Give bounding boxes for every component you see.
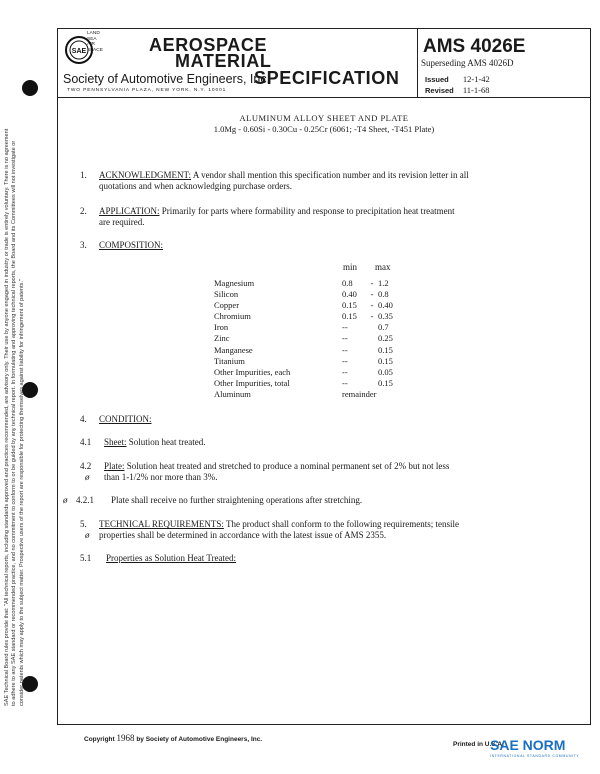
printed-in: Printed in U.S.A.: [453, 741, 504, 748]
sae-norm-watermark-sub: INTERNATIONAL STANDARD COMMUNITY: [490, 754, 580, 758]
section-2-paragraph: [99, 206, 549, 217]
composition-element: Iron: [214, 322, 229, 333]
issued-date: 12-1-42: [462, 74, 490, 84]
section-4-1-heading: Sheet:: [104, 437, 127, 447]
superseding-note: Superseding AMS 4026D: [421, 58, 514, 68]
composition-separator: -: [370, 311, 374, 322]
section-4-2-1-text: Plate shall receive no further straightening operations after stretching.: [111, 495, 363, 505]
composition-max: 0.40: [378, 300, 393, 311]
section-1-paragraph: [99, 170, 549, 181]
composition-min: --: [342, 344, 348, 355]
logo-caption-air: AIR: [87, 42, 95, 47]
composition-max: 0.15: [378, 377, 393, 388]
composition-max: 0.8: [378, 289, 389, 300]
section-4-2-text-b: than 1-1/2% nor more than 3%.: [104, 472, 218, 482]
composition-min: 0.8: [342, 278, 353, 288]
composition-row: [214, 333, 422, 344]
section-5-1-number: 5.1: [80, 553, 92, 563]
section-5-1-heading: Properties as Solution Heat Treated:: [106, 553, 236, 563]
copyright-line: [84, 733, 262, 743]
technical-board-notice: SAE Technical Board rules provide that: "All technical reports, including standards approved and practices recommended, are advisory only. Their use by anyone engaged in industry or trade is entirely voluntary. There is no agreement to adhere to any SAE standard or recommended practice, and no commitment to conform to or be guided by any technical report. In formulating and approving technical reports, the Board and its Committees will not investigate or consider patents which may apply to the subject matter. Prospective users of the report are responsible for protecting themselves against liability for infringement of patents.": [4, 128, 25, 706]
composition-element: Copper: [214, 300, 240, 311]
society-name: Society of Automotive Engineers, Inc.: [63, 72, 271, 86]
composition-element: Titanium: [214, 355, 245, 366]
composition-separator: [366, 356, 378, 367]
copyright-label: Copyright: [84, 736, 115, 743]
logo-caption: [87, 31, 113, 53]
revision-mark-4-2-1: ø: [63, 495, 68, 505]
composition-min-header: min: [343, 262, 358, 272]
section-4-2-text-a: Solution heat treated and stretched to produce a nominal permanent set of 2% but not less: [126, 461, 450, 471]
composition-row: [214, 389, 422, 400]
composition-row: [214, 311, 422, 322]
composition-separator: [366, 333, 378, 344]
section-1-text-b: quotations and when acknowledging purchase orders.: [99, 181, 292, 191]
title-specification: SPECIFICATION: [254, 68, 400, 88]
composition-row: [214, 322, 422, 333]
composition-max: 0.35: [378, 311, 393, 322]
composition-row: [214, 345, 422, 356]
spec-number: AMS 4026E: [423, 36, 526, 57]
material-designation: 1.0Mg - 0.60Si - 0.30Cu - 0.25Cr (6061; -T4 Sheet, -T451 Plate): [213, 124, 435, 134]
section-4-2-1-number: 4.2.1: [76, 495, 94, 505]
composition-table: [214, 278, 422, 400]
section-4-number: 4.: [80, 414, 87, 424]
title-aerospace: AEROSPACE: [149, 35, 268, 55]
composition-separator: -: [370, 289, 374, 300]
header-divider: [417, 28, 418, 98]
composition-row: [214, 278, 422, 289]
composition-separator: [366, 367, 378, 378]
section-4-1-number: 4.1: [80, 437, 92, 447]
composition-max: 0.15: [378, 355, 393, 366]
composition-element: Magnesium: [214, 278, 255, 288]
composition-max: 0.7: [378, 322, 389, 333]
issued-row: [425, 74, 490, 84]
section-4-1-text: Solution heat treated.: [128, 437, 206, 447]
composition-row: [214, 367, 422, 378]
section-2-text-b: are required.: [99, 217, 145, 227]
section-3-number: 3.: [80, 240, 87, 250]
composition-max-header: max: [375, 262, 391, 272]
copyright-holder: by Society of Automotive Engineers, Inc.: [136, 736, 263, 743]
composition-min: remainder: [342, 388, 377, 399]
composition-row: [214, 300, 422, 311]
revision-mark-4-2: ø: [85, 472, 90, 482]
section-2-text-a: Primarily for parts where formability and response to precipitation heat treatment: [161, 206, 455, 216]
composition-min: --: [342, 322, 348, 333]
composition-row: [214, 289, 422, 300]
section-1-number: 1.: [80, 170, 87, 180]
section-4-heading: CONDITION:: [99, 414, 152, 424]
revised-label: Revised: [425, 86, 454, 95]
composition-separator: -: [370, 300, 374, 311]
section-5-paragraph: [99, 519, 549, 530]
society-address: TWO PENNSYLVANIA PLAZA, NEW YORK, N.Y. 10001: [67, 88, 227, 93]
composition-element: Other Impurities, each: [214, 366, 291, 377]
spec-header: [57, 28, 591, 98]
composition-element: Other Impurities, total: [214, 377, 290, 388]
composition-row: [214, 356, 422, 367]
revised-date: 11-1-68: [462, 85, 490, 95]
section-5-text-a: The product shall conform to the following requirements; tensile: [226, 519, 459, 529]
title-material: MATERIAL: [175, 51, 272, 71]
composition-separator: [366, 345, 378, 356]
section-4-2-heading: Plate:: [104, 461, 125, 471]
section-1-heading: ACKNOWLEDGMENT:: [99, 170, 192, 180]
issued-label: Issued: [425, 75, 449, 84]
logo-caption-sea: SEA: [87, 36, 97, 42]
binder-hole-top: [22, 80, 38, 96]
composition-max: 1.2: [378, 278, 389, 288]
logo-caption-land: LAND: [87, 31, 100, 36]
section-1-text-a: A vendor shall mention this specification number and its revision letter in all: [192, 170, 469, 180]
logo-caption-space: SPACE: [87, 47, 103, 53]
sae-norm-watermark: SAE NORM: [490, 737, 566, 753]
section-2-heading: APPLICATION:: [99, 206, 160, 216]
composition-min: 0.15: [342, 311, 357, 322]
section-3-heading: COMPOSITION:: [99, 240, 164, 250]
section-5-text-b: properties shall be determined in accordance with the latest issue of AMS 2355.: [99, 530, 387, 540]
composition-min: --: [342, 355, 348, 366]
composition-element: Manganese: [214, 344, 253, 355]
composition-min: --: [342, 377, 348, 388]
section-4-2-number: 4.2: [80, 461, 92, 471]
composition-element: Chromium: [214, 311, 251, 322]
revised-row: [425, 85, 489, 95]
revision-mark-5: ø: [85, 530, 90, 540]
svg-text:SAE: SAE: [71, 48, 87, 55]
composition-separator: [366, 378, 378, 389]
composition-max: 0.05: [378, 366, 393, 377]
section-5-number: 5.: [80, 519, 87, 529]
section-4-1-paragraph: [104, 437, 205, 448]
copyright-year: 1968: [116, 733, 135, 743]
section-2-number: 2.: [80, 206, 87, 216]
composition-row: [214, 378, 422, 389]
composition-min: 0.15: [342, 300, 357, 311]
material-title: ALUMINUM ALLOY SHEET AND PLATE: [239, 113, 409, 123]
composition-element: Zinc: [214, 333, 230, 344]
composition-element: Silicon: [214, 289, 239, 300]
composition-separator: [366, 322, 378, 333]
composition-max: 0.15: [378, 344, 393, 355]
composition-separator: -: [370, 278, 374, 288]
composition-element: Aluminum: [214, 388, 251, 399]
composition-min: 0.40: [342, 289, 357, 300]
composition-min: --: [342, 366, 348, 377]
section-4-2-paragraph: [104, 461, 554, 472]
section-5-heading: TECHNICAL REQUIREMENTS:: [99, 519, 224, 529]
composition-min: --: [342, 333, 348, 344]
composition-max: 0.25: [378, 333, 393, 344]
